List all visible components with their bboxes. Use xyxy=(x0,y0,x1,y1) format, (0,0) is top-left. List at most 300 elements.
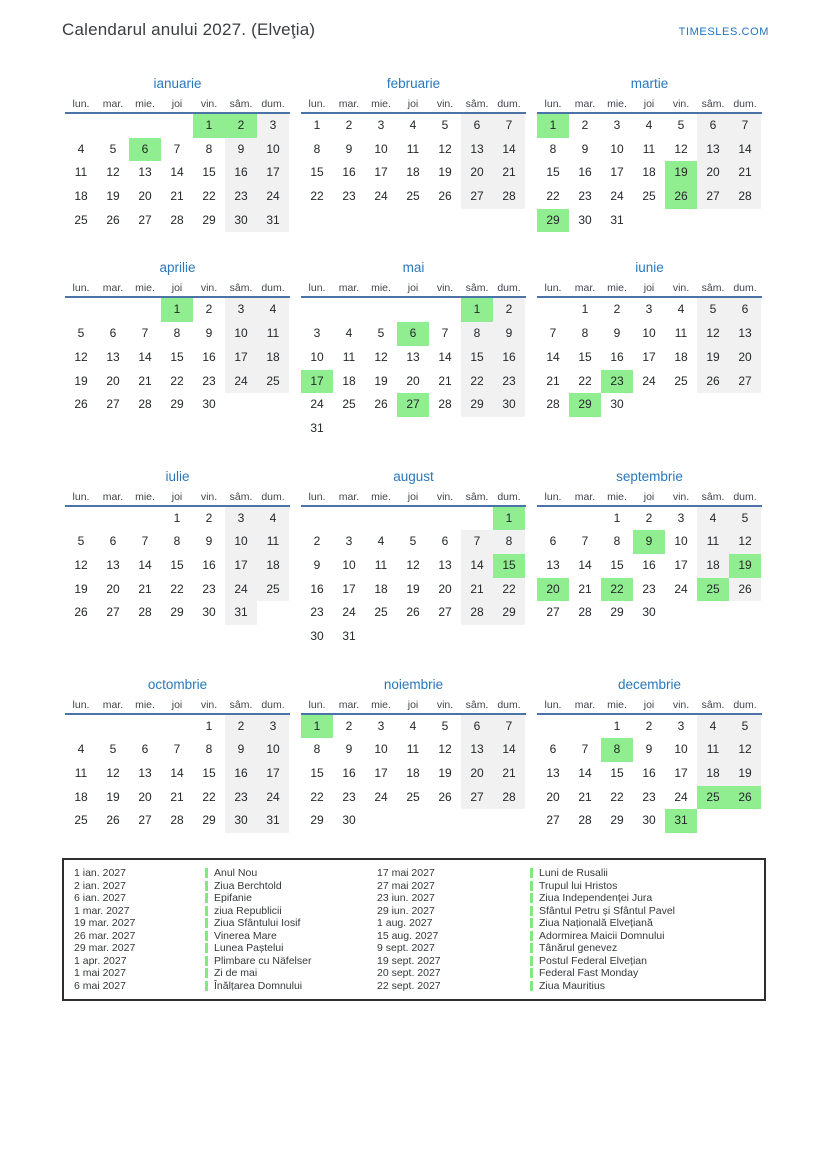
empty-cell xyxy=(569,715,601,739)
day-mai-8: 8 xyxy=(461,322,493,346)
weekday-label: lun. xyxy=(308,98,326,110)
day-septembrie-24: 24 xyxy=(674,581,688,596)
day-noiembrie-17: 17 xyxy=(374,766,388,781)
day-mai-4: 4 xyxy=(345,326,353,341)
day-mai-2: 2 xyxy=(493,298,525,322)
weekday-label: vin. xyxy=(672,282,690,295)
day-martie-8: 8 xyxy=(549,141,557,156)
day-aprilie-1: 1 xyxy=(161,298,193,322)
year-months-grid xyxy=(65,75,769,833)
empty-cell xyxy=(65,298,97,322)
weekday-label: sâm. xyxy=(229,282,253,295)
day-iunie-17: 17 xyxy=(642,349,656,364)
month-noiembrie xyxy=(301,676,526,833)
day-iunie-24: 24 xyxy=(642,373,656,388)
weekday-header-row xyxy=(65,281,290,298)
day-iulie-7: 7 xyxy=(141,534,149,549)
day-decembrie-22: 22 xyxy=(610,789,624,804)
day-decembrie-2: 2 xyxy=(645,718,653,733)
day-octombrie-1: 1 xyxy=(205,718,213,733)
day-octombrie-10: 10 xyxy=(257,738,289,762)
empty-cell xyxy=(729,809,761,833)
legend-holiday xyxy=(530,892,764,905)
day-martie-15: 15 xyxy=(546,165,560,180)
day-septembrie-3: 3 xyxy=(677,510,685,525)
week-row xyxy=(65,738,290,762)
day-iulie-31: 31 xyxy=(225,601,257,625)
day-iunie-6: 6 xyxy=(729,298,761,322)
day-octombrie-13: 13 xyxy=(138,766,152,781)
day-aprilie-12: 12 xyxy=(74,349,88,364)
weekday-label: mar. xyxy=(102,98,124,110)
holiday-marker-icon xyxy=(205,906,208,916)
day-iunie-12: 12 xyxy=(697,322,729,346)
day-ianuarie-28: 28 xyxy=(170,212,184,227)
day-mai-20: 20 xyxy=(406,373,420,388)
legend-holiday-label: Anul Nou xyxy=(214,867,258,880)
month-iulie xyxy=(65,468,290,625)
week-row xyxy=(65,138,290,162)
day-mai-27: 27 xyxy=(397,393,429,417)
day-mai-10: 10 xyxy=(310,349,324,364)
week-row xyxy=(65,322,290,346)
week-row xyxy=(537,185,762,209)
holiday-marker-icon xyxy=(205,881,208,891)
holiday-marker-icon xyxy=(530,893,533,903)
day-noiembrie-26: 26 xyxy=(438,789,452,804)
day-octombrie-6: 6 xyxy=(141,742,149,757)
weekday-label: vin. xyxy=(200,490,218,503)
empty-cell xyxy=(97,507,129,531)
weekday-label: dum. xyxy=(261,282,285,295)
day-ianuarie-5: 5 xyxy=(109,141,117,156)
legend-holiday-label: Ziua Mauritius xyxy=(539,979,605,992)
day-aprilie-13: 13 xyxy=(106,349,120,364)
day-decembrie-14: 14 xyxy=(578,766,592,781)
empty-cell xyxy=(633,209,665,233)
week-row xyxy=(65,554,290,578)
legend-date: 1 mar. 2027 xyxy=(74,904,130,917)
week-row xyxy=(537,738,762,762)
day-noiembrie-18: 18 xyxy=(406,766,420,781)
day-septembrie-8: 8 xyxy=(613,534,621,549)
day-noiembrie-14: 14 xyxy=(493,738,525,762)
legend-holiday-label: Adormirea Maicii Domnului xyxy=(539,929,665,942)
day-mai-13: 13 xyxy=(406,349,420,364)
day-noiembrie-15: 15 xyxy=(310,766,324,781)
day-ianuarie-30: 30 xyxy=(225,209,257,233)
day-decembrie-12: 12 xyxy=(729,738,761,762)
day-septembrie-11: 11 xyxy=(697,530,729,554)
week-row xyxy=(537,715,762,739)
legend-holiday xyxy=(530,980,764,993)
weekday-label: mar. xyxy=(574,98,596,110)
day-noiembrie-2: 2 xyxy=(345,718,353,733)
day-septembrie-17: 17 xyxy=(674,557,688,572)
day-ianuarie-2: 2 xyxy=(225,114,257,138)
day-iunie-30: 30 xyxy=(610,397,624,412)
day-septembrie-26: 26 xyxy=(729,578,761,602)
week-row xyxy=(65,114,290,138)
day-septembrie-16: 16 xyxy=(642,557,656,572)
empty-cell xyxy=(65,114,97,138)
weekday-label: mar. xyxy=(338,490,360,503)
month-mai xyxy=(301,259,526,440)
empty-cell xyxy=(129,114,161,138)
day-octombrie-21: 21 xyxy=(170,789,184,804)
empty-cell xyxy=(301,298,333,322)
empty-cell xyxy=(493,417,525,441)
day-octombrie-31: 31 xyxy=(257,809,289,833)
site-link[interactable]: TIMESLES.COM xyxy=(678,26,769,38)
week-row xyxy=(301,346,526,370)
week-row xyxy=(301,393,526,417)
day-martie-25: 25 xyxy=(642,189,656,204)
day-noiembrie-22: 22 xyxy=(310,789,324,804)
day-septembrie-10: 10 xyxy=(674,534,688,549)
day-septembrie-1: 1 xyxy=(613,510,621,525)
week-row xyxy=(301,530,526,554)
day-iunie-4: 4 xyxy=(677,302,685,317)
holiday-marker-icon xyxy=(205,893,208,903)
weekday-header-row xyxy=(537,97,762,114)
legend-holiday-label: Înălțarea Domnului xyxy=(214,979,303,992)
day-aprilie-30: 30 xyxy=(202,397,216,412)
day-februarie-13: 13 xyxy=(461,138,493,162)
day-mai-22: 22 xyxy=(461,370,493,394)
empty-cell xyxy=(365,507,397,531)
holiday-marker-icon xyxy=(530,943,533,953)
weekday-label: dum. xyxy=(261,698,285,711)
day-aprilie-16: 16 xyxy=(202,349,216,364)
month-octombrie xyxy=(65,676,290,833)
week-row xyxy=(537,370,762,394)
weekday-label: joi xyxy=(171,282,183,295)
holiday-marker-icon xyxy=(530,981,533,991)
day-martie-12: 12 xyxy=(674,141,688,156)
day-aprilie-20: 20 xyxy=(106,373,120,388)
weekday-label: lun. xyxy=(72,98,90,110)
day-octombrie-28: 28 xyxy=(170,813,184,828)
day-august-27: 27 xyxy=(438,605,452,620)
empty-cell xyxy=(429,507,461,531)
legend-date: 6 ian. 2027 xyxy=(74,892,126,905)
day-mai-21: 21 xyxy=(438,373,452,388)
day-octombrie-29: 29 xyxy=(202,813,216,828)
weekday-label: lun. xyxy=(72,698,90,711)
weekday-label: vin. xyxy=(672,698,690,711)
weekday-label: joi xyxy=(407,698,419,711)
day-iunie-14: 14 xyxy=(546,349,560,364)
month-decembrie xyxy=(537,676,762,833)
day-aprilie-6: 6 xyxy=(109,326,117,341)
legend-holiday xyxy=(205,880,377,893)
day-august-22: 22 xyxy=(493,578,525,602)
legend-holiday xyxy=(530,942,764,955)
week-row xyxy=(65,209,290,233)
empty-cell xyxy=(365,625,397,649)
day-iulie-2: 2 xyxy=(205,510,213,525)
day-mai-11: 11 xyxy=(342,349,356,364)
day-iunie-1: 1 xyxy=(581,302,589,317)
day-decembrie-6: 6 xyxy=(549,742,557,757)
day-septembrie-15: 15 xyxy=(610,557,624,572)
day-noiembrie-9: 9 xyxy=(345,742,353,757)
day-februarie-21: 21 xyxy=(493,161,525,185)
day-octombrie-8: 8 xyxy=(205,742,213,757)
day-noiembrie-8: 8 xyxy=(313,742,321,757)
empty-cell xyxy=(365,298,397,322)
day-ianuarie-25: 25 xyxy=(74,212,88,227)
day-mai-28: 28 xyxy=(438,397,452,412)
day-noiembrie-3: 3 xyxy=(377,718,385,733)
empty-cell xyxy=(397,417,429,441)
day-ianuarie-1: 1 xyxy=(193,114,225,138)
day-aprilie-22: 22 xyxy=(170,373,184,388)
day-septembrie-21: 21 xyxy=(578,581,592,596)
day-septembrie-9: 9 xyxy=(633,530,665,554)
day-noiembrie-27: 27 xyxy=(461,786,493,810)
month-septembrie xyxy=(537,468,762,625)
day-octombrie-5: 5 xyxy=(109,742,117,757)
day-mai-9: 9 xyxy=(493,322,525,346)
week-row xyxy=(65,715,290,739)
month-title-noiembrie: noiembrie xyxy=(383,676,444,692)
day-iunie-9: 9 xyxy=(613,326,621,341)
day-februarie-17: 17 xyxy=(374,165,388,180)
day-iulie-9: 9 xyxy=(205,534,213,549)
day-iulie-3: 3 xyxy=(225,507,257,531)
weekday-label: joi xyxy=(643,282,655,295)
day-ianuarie-10: 10 xyxy=(257,138,289,162)
weekday-label: mie. xyxy=(607,698,627,711)
weekday-label: dum. xyxy=(497,698,521,711)
empty-cell xyxy=(461,625,493,649)
weekday-label: mar. xyxy=(574,698,596,711)
month-title-august: august xyxy=(393,468,434,484)
day-septembrie-2: 2 xyxy=(645,510,653,525)
weekday-label: dum. xyxy=(497,282,521,295)
day-decembrie-3: 3 xyxy=(677,718,685,733)
day-ianuarie-27: 27 xyxy=(138,212,152,227)
week-row xyxy=(301,370,526,394)
day-februarie-14: 14 xyxy=(493,138,525,162)
week-row xyxy=(301,417,526,441)
week-row xyxy=(301,138,526,162)
holiday-marker-icon xyxy=(530,931,533,941)
day-martie-18: 18 xyxy=(642,165,656,180)
legend-holiday-label: Plimbare cu Näfelser xyxy=(214,954,312,967)
legend-date: 29 mar. 2027 xyxy=(74,942,136,955)
day-noiembrie-29: 29 xyxy=(310,813,324,828)
month-februarie xyxy=(301,75,526,209)
weekday-label: lun. xyxy=(544,282,562,295)
weekday-label: dum. xyxy=(261,98,285,110)
empty-cell xyxy=(257,601,289,625)
day-noiembrie-25: 25 xyxy=(406,789,420,804)
day-ianuarie-6: 6 xyxy=(129,138,161,162)
week-row xyxy=(537,322,762,346)
legend-holiday-label: Federal Fast Monday xyxy=(539,967,639,980)
day-august-14: 14 xyxy=(461,554,493,578)
empty-cell xyxy=(461,809,493,833)
day-iunie-21: 21 xyxy=(546,373,560,388)
day-decembrie-21: 21 xyxy=(578,789,592,804)
week-row xyxy=(301,298,526,322)
empty-cell xyxy=(333,507,365,531)
empty-cell xyxy=(397,298,429,322)
empty-cell xyxy=(429,625,461,649)
day-iunie-18: 18 xyxy=(674,349,688,364)
day-iunie-27: 27 xyxy=(729,370,761,394)
legend-holiday xyxy=(530,867,764,880)
weekday-label: joi xyxy=(407,282,419,295)
day-august-15: 15 xyxy=(493,554,525,578)
holiday-marker-icon xyxy=(205,956,208,966)
month-iunie xyxy=(537,259,762,416)
month-title-martie: martie xyxy=(630,76,669,91)
month-title-ianuarie: ianuarie xyxy=(153,76,202,91)
day-martie-31: 31 xyxy=(610,212,624,227)
legend-holiday xyxy=(205,942,377,955)
weekday-label: mie. xyxy=(607,282,627,295)
day-iulie-15: 15 xyxy=(170,557,184,572)
day-iunie-20: 20 xyxy=(729,346,761,370)
empty-cell xyxy=(333,417,365,441)
day-martie-22: 22 xyxy=(546,189,560,204)
day-noiembrie-12: 12 xyxy=(438,742,452,757)
day-octombrie-19: 19 xyxy=(106,789,120,804)
day-februarie-9: 9 xyxy=(345,141,353,156)
day-iunie-10: 10 xyxy=(642,326,656,341)
week-row xyxy=(301,554,526,578)
day-mai-30: 30 xyxy=(493,393,525,417)
day-iunie-26: 26 xyxy=(697,370,729,394)
day-decembrie-15: 15 xyxy=(610,766,624,781)
weekday-label: sâm. xyxy=(701,490,725,503)
day-octombrie-3: 3 xyxy=(257,715,289,739)
weekday-label: joi xyxy=(407,490,419,503)
weekday-label: vin. xyxy=(200,282,218,295)
weekday-label: mar. xyxy=(102,490,124,503)
empty-cell xyxy=(569,507,601,531)
day-aprilie-29: 29 xyxy=(170,397,184,412)
day-iunie-3: 3 xyxy=(645,302,653,317)
month-august xyxy=(301,468,526,649)
legend-holiday-label: Sfântul Petru și Sfântul Pavel xyxy=(539,904,675,917)
day-iunie-16: 16 xyxy=(610,349,624,364)
week-row xyxy=(537,138,762,162)
day-ianuarie-19: 19 xyxy=(106,189,120,204)
day-iulie-27: 27 xyxy=(106,605,120,620)
day-septembrie-23: 23 xyxy=(642,581,656,596)
weekday-label: lun. xyxy=(72,490,90,503)
day-iunie-29: 29 xyxy=(569,393,601,417)
legend-holiday xyxy=(530,905,764,918)
weekday-label: mar. xyxy=(574,282,596,295)
week-row xyxy=(65,393,290,417)
day-septembrie-4: 4 xyxy=(697,507,729,531)
month-title-aprilie: aprilie xyxy=(159,260,196,276)
weekday-label: mar. xyxy=(338,98,360,110)
weekday-label: vin. xyxy=(436,490,454,503)
weekday-label: mie. xyxy=(371,490,391,503)
empty-cell xyxy=(97,298,129,322)
day-august-12: 12 xyxy=(406,557,420,572)
day-aprilie-21: 21 xyxy=(138,373,152,388)
day-octombrie-11: 11 xyxy=(74,766,88,781)
legend-holiday xyxy=(205,930,377,943)
day-februarie-25: 25 xyxy=(406,189,420,204)
day-decembrie-25: 25 xyxy=(697,786,729,810)
empty-cell xyxy=(461,507,493,531)
empty-cell xyxy=(397,809,429,833)
weekday-label: sâm. xyxy=(229,698,253,711)
legend-date: 1 ian. 2027 xyxy=(74,867,126,880)
day-august-23: 23 xyxy=(310,605,324,620)
day-ianuarie-24: 24 xyxy=(257,185,289,209)
weekday-label: sâm. xyxy=(465,698,489,711)
day-mai-12: 12 xyxy=(374,349,388,364)
day-ianuarie-3: 3 xyxy=(257,114,289,138)
day-septembrie-20: 20 xyxy=(537,578,569,602)
weekday-label: dum. xyxy=(497,490,521,503)
week-row xyxy=(65,762,290,786)
empty-cell xyxy=(633,393,665,417)
month-title-septembrie: septembrie xyxy=(616,468,683,484)
day-iunie-15: 15 xyxy=(578,349,592,364)
day-martie-7: 7 xyxy=(729,114,761,138)
weekday-label: sâm. xyxy=(465,282,489,295)
week-row xyxy=(537,530,762,554)
day-iulie-4: 4 xyxy=(257,507,289,531)
day-august-7: 7 xyxy=(461,530,493,554)
week-row xyxy=(301,114,526,138)
day-august-8: 8 xyxy=(493,530,525,554)
empty-cell xyxy=(429,298,461,322)
day-noiembrie-20: 20 xyxy=(461,762,493,786)
weekday-label: lun. xyxy=(308,490,326,503)
day-decembrie-8: 8 xyxy=(601,738,633,762)
empty-cell xyxy=(129,715,161,739)
day-decembrie-30: 30 xyxy=(642,813,656,828)
day-februarie-18: 18 xyxy=(406,165,420,180)
legend-date: 17 mai 2027 xyxy=(377,867,435,880)
day-decembrie-13: 13 xyxy=(546,766,560,781)
weekday-label: dum. xyxy=(733,98,757,110)
day-martie-5: 5 xyxy=(677,118,685,132)
day-decembrie-17: 17 xyxy=(674,766,688,781)
day-august-31: 31 xyxy=(342,629,356,643)
empty-cell xyxy=(161,715,193,739)
day-decembrie-1: 1 xyxy=(613,718,621,733)
day-februarie-2: 2 xyxy=(345,118,353,132)
legend-date: 29 iun. 2027 xyxy=(377,904,435,917)
weekday-label: mar. xyxy=(102,698,124,711)
day-iulie-19: 19 xyxy=(74,581,88,596)
day-octombrie-16: 16 xyxy=(225,762,257,786)
day-august-21: 21 xyxy=(461,578,493,602)
day-aprilie-7: 7 xyxy=(141,326,149,341)
day-august-3: 3 xyxy=(345,534,353,549)
week-row xyxy=(65,601,290,625)
day-iunie-28: 28 xyxy=(546,397,560,412)
day-septembrie-6: 6 xyxy=(549,534,557,549)
weekday-label: dum. xyxy=(497,98,521,110)
legend-holiday xyxy=(205,892,377,905)
day-ianuarie-4: 4 xyxy=(77,141,85,156)
legend-holiday xyxy=(205,917,377,930)
